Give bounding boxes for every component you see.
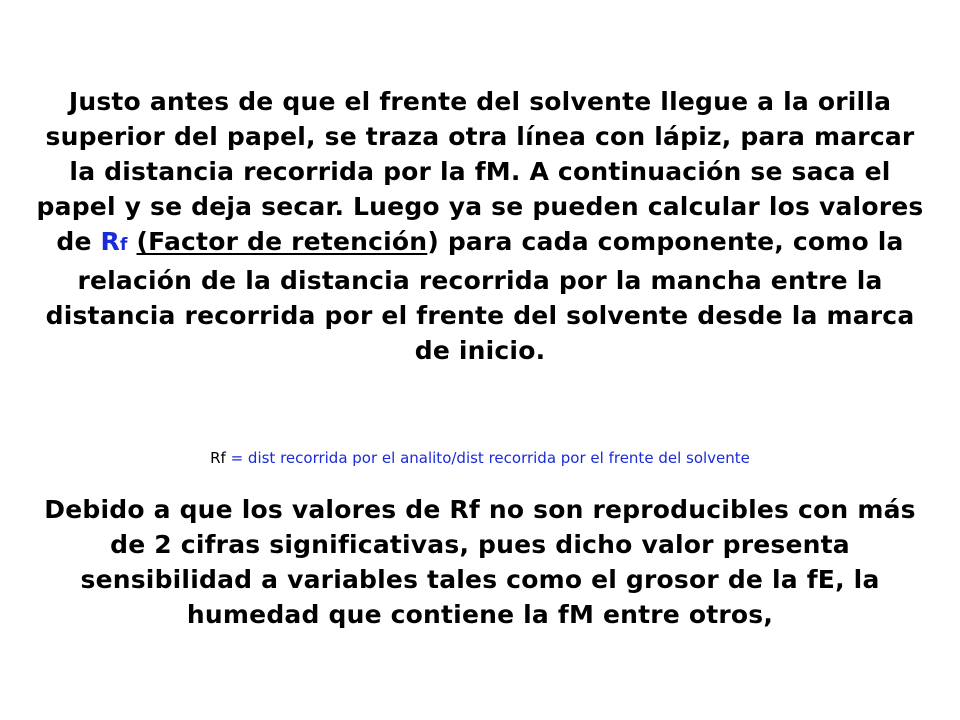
rf-formula [30,446,930,470]
paragraph-text-a: Justo antes de que el frente del solvente llegue a la orilla superior del papel, se traza otra línea con lápiz, para marcar la distancia recorrida por la fM. A continuación se saca el papel y se deja secar. Luego ya se pueden calcular los valores de [36,87,924,256]
formula-expression: dist recorrida por el analito/dist recorrida por el frente del solvente [247,449,750,467]
paragraph-text: Debido a que los valores de Rf no son reproducibles con más de 2 cifras significativas, pues dicho valor presenta sensibilidad a variables tales como el grosor de la fE, la humedad que contiene la fM entre otros, [44,495,916,629]
rf-symbol [101,227,128,256]
paragraph-reproducibility [30,492,930,632]
formula-label: Rf [210,449,226,467]
factor-de-retencion-link[interactable]: (Factor de retención [136,227,428,256]
paragraph-rf-explanation [30,84,930,368]
paragraph-text-b: ) para cada componente, como la relación de la distancia recorrida por la mancha entre la distancia recorrida por el frente del solvente desde la marca de inicio. [45,227,915,365]
space [128,227,137,256]
rf-main: R [100,227,120,256]
formula-equals: = [225,449,248,467]
rf-subscript: f [120,235,128,255]
